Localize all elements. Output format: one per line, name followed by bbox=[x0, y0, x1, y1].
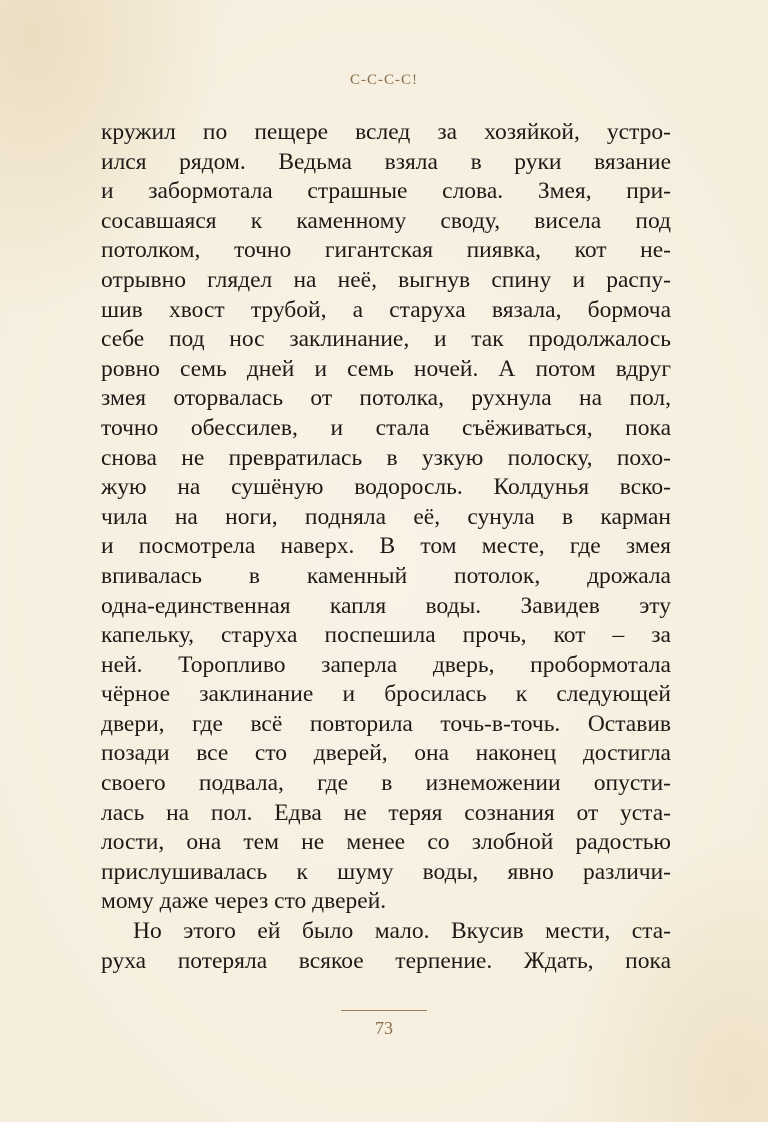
footer-rule bbox=[341, 1010, 427, 1011]
text-line: точно обессилев, и стала съёживаться, пока bbox=[101, 414, 671, 441]
text-line: одна-единственная капля воды. Завидев эту bbox=[101, 592, 671, 619]
text-line: ился рядом. Ведьма взяла в руки вязание bbox=[101, 148, 671, 175]
text-line: потолком, точно гигантская пиявка, кот не- bbox=[101, 237, 671, 264]
text-line: и посмотрела наверх. В том месте, где змея bbox=[101, 533, 671, 560]
text-line: ровно семь дней и семь ночей. А потом вдруг bbox=[101, 355, 671, 382]
text-line: сосавшаяся к каменному своду, висела под bbox=[101, 207, 671, 234]
text-line: себе под нос заклинание, и так продолжалось bbox=[101, 326, 671, 353]
body-text bbox=[101, 118, 671, 976]
text-line: ней. Торопливо заперла дверь, пробормотала bbox=[101, 651, 671, 678]
text-line: руха потеряла всякое терпение. Ждать, пока bbox=[101, 947, 671, 974]
text-line: шив хвост трубой, а старуха вязала, бормоча bbox=[101, 296, 671, 323]
text-line: отрывно глядел на неё, выгнув спину и распу- bbox=[101, 266, 671, 293]
text-line: жую на сушёную водоросль. Колдунья вско- bbox=[101, 474, 671, 501]
text-line: чила на ноги, подняла её, сунула в карман bbox=[101, 503, 671, 530]
text-line-paragraph-end: мому даже через сто дверей. bbox=[101, 888, 387, 915]
text-line: впивалась в каменный потолок, дрожала bbox=[101, 562, 671, 589]
page-number: 73 bbox=[375, 1018, 393, 1038]
text-line: лась на пол. Едва не теряя сознания от уста- bbox=[101, 799, 671, 826]
text-line: своего подвала, где в изнеможении опусти- bbox=[101, 770, 671, 797]
text-line: чёрное заклинание и бросилась к следующей bbox=[101, 681, 671, 708]
text-line: змея оторвалась от потолка, рухнула на пол, bbox=[101, 385, 671, 412]
text-line: и забормотала страшные слова. Змея, при- bbox=[101, 178, 671, 205]
text-line: капельку, старуха поспешила прочь, кот – за bbox=[101, 622, 671, 649]
text-line: кружил по пещере вслед за хозяйкой, устро- bbox=[101, 119, 671, 145]
text-line: двери, где всё повторила точь-в-точь. Оставив bbox=[101, 710, 671, 737]
text-line: прислушивалась к шуму воды, явно различи- bbox=[101, 858, 671, 885]
text-line: позади все сто дверей, она наконец достигла bbox=[101, 740, 671, 767]
text-line: лости, она тем не менее со злобной радостью bbox=[101, 829, 671, 856]
text-line: снова не превратилась в узкую полоску, похо- bbox=[101, 444, 671, 471]
running-head: С-С-С-С! bbox=[350, 72, 418, 88]
text-line-paragraph-start: Но этого ей было мало. Вкусив мести, ста- bbox=[133, 918, 671, 945]
